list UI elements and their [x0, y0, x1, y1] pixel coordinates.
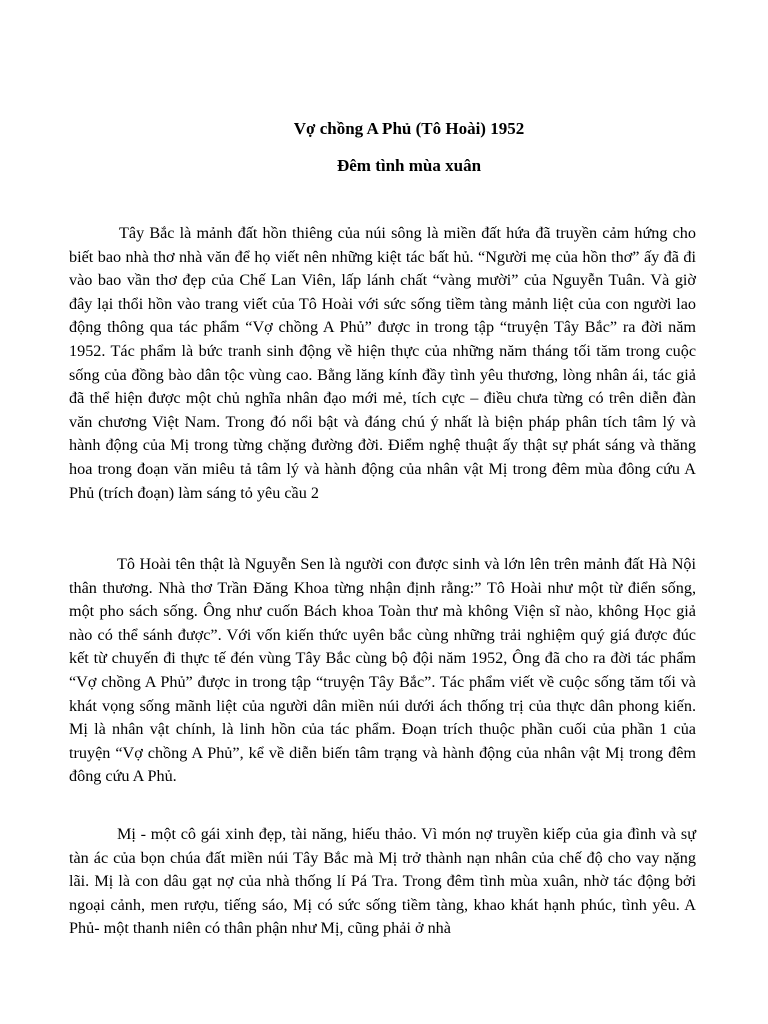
- paragraph-character: Mị - một cô gái xinh đẹp, tài năng, hiếu thảo. Vì món nợ truyền kiếp của gia đình và sự tàn ác của bọn chúa đất miền núi Tây Bắc mà Mị trở thành nạn nhân của chế độ cho vay nặng lãi. Mị là con dâu gạt nợ của nhà thống lí Pá Tra. Trong đêm tình mùa xuân, nhờ tác động bởi ngoại cảnh, men rượu, tiếng sáo, Mị có sức sống tiềm tàng, khao khát hạnh phúc, tình yêu. A Phủ- một thanh niên có thân phận như Mị, cũng phải ở nhà: [69, 825, 696, 938]
- document-subtitle: Đêm tình mùa xuân: [336, 156, 482, 175]
- document-title: Vợ chồng A Phủ (Tô Hoài) 1952: [293, 119, 525, 138]
- paragraph-author: Tô Hoài tên thật là Nguyễn Sen là người con được sinh và lớn lên trên mảnh đất Hà Nội thân thương. Nhà thơ Trần Đăng Khoa từng nhận định rằng:” Tô Hoài như một từ điển sống, một pho sách sống. Ông như cuốn Bách khoa Toàn thư mà không Viện sĩ nào, không Học giả nào có thể sánh được”. Với vốn kiến thức uyên bắc cùng những trải nghiệm quý giá được đúc kết từ chuyến đi thực tế đén vùng Tây Bắc cùng bộ đội năm 1952, Ông đã cho ra đời tác phẩm “Vợ chồng A Phủ” được in trong tập “truyện Tây Bắc”. Tác phẩm viết về cuộc sống tăm tối và khát vọng sống mãnh liệt của người dân miền núi dưới ách thống trị của thực dân phong kiến. Mị là nhân vật chính, là linh hồn của tác phẩm. Đoạn trích thuộc phần cuối của phần 1 của truyện “Vợ chồng A Phủ”, kể về diễn biến tâm trạng và hành động của nhân vật Mị trong đêm đông cứu A Phủ.: [69, 555, 696, 786]
- paragraph-intro: Tây Bắc là mảnh đất hồn thiêng của núi sông là miền đất hứa đã truyền cảm hứng cho biết bao nhà thơ nhà văn để họ viết nên những kiệt tác bất hủ. “Người mẹ của hồn thơ” ấy đã đi vào bao vần thơ đẹp của Chế Lan Viên, lấp lánh chất “vàng mười” của Nguyễn Tuân. Và giờ đây lại thổi hồn vào trang viết của Tô Hoài với sức sống tiềm tàng mảnh liệt của con người lao động thông qua tác phẩm “Vợ chồng A Phủ” được in trong tập “truyện Tây Bắc” ra đời năm 1952. Tác phẩm là bức tranh sinh động về hiện thực của những năm tháng tối tăm trong cuộc sống của đồng bào dân tộc vùng cao. Bằng lăng kính đầy tình yêu thương, lòng nhân ái, tác giả đã thể hiện được một chủ nghĩa nhân đạo mới mẻ, tích cực – điều chưa từng có trên diễn đàn văn chương Việt Nam. Trong đó nổi bật và đáng chú ý nhất là biện pháp phân tích tâm lý và hành động của Mị trong từng chặng đường đời. Điểm nghệ thuật ấy thật sự phát sáng và thăng hoa trong đoạn văn miêu tả tâm lý và hành động của nhân vật Mị trong đêm mùa đông cứu A Phủ (trích đoạn) làm sáng tỏ yêu cầu 2: [69, 224, 696, 502]
